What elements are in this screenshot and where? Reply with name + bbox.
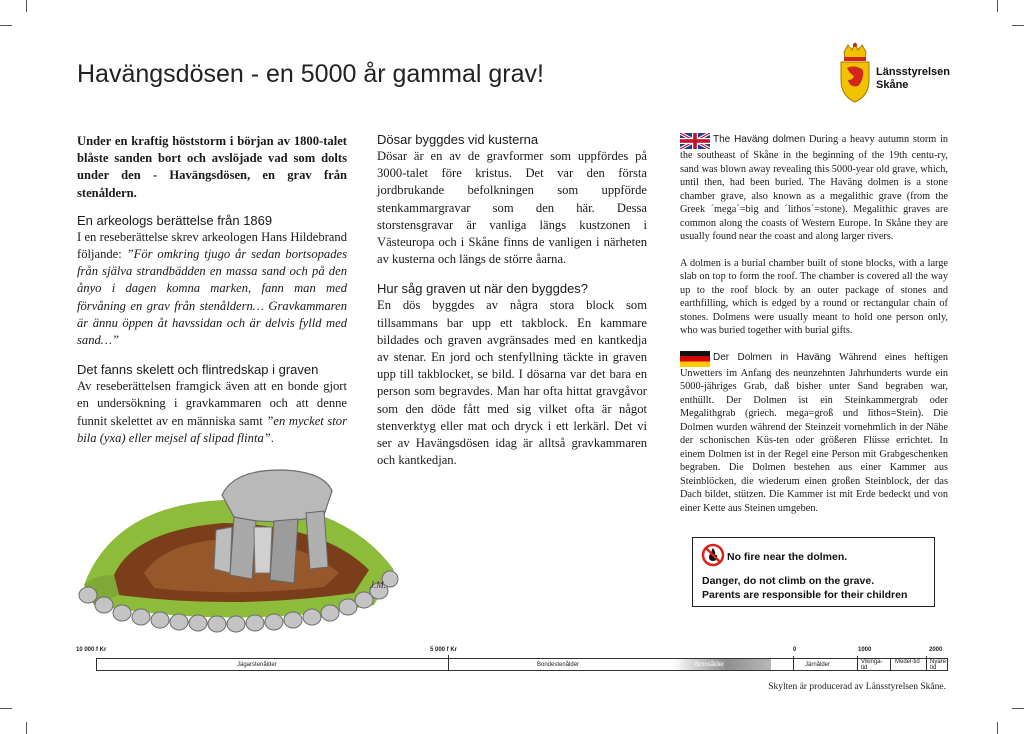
paragraph-text: Av reseberättelsen framgick även att en bonde gjort en undersökning i gravkammaren och att denne funnit skelettet av en människa samt bbox=[77, 379, 347, 428]
paragraph-text: I en reseberättelse skrev arkeologen Hans Hildebrand följande: bbox=[77, 229, 347, 262]
warning-sign bbox=[692, 537, 935, 607]
english-paragraph-1: During a heavy autumn storm in the southeast of Skåne in the beginning of the 19th centu-ry, sand was blown away revealing this 5000-year old grave, which, until then, had been buried. The Haväng dolmen is a stone chamber grave, also known as a megalithic grave (from the Greek ´mega´=big and ´lithos´=stone). Megalithic graves are common along the coasts of Western Europe. In Skåne they are usually found near the coast and along larger rivers. bbox=[680, 134, 948, 242]
paragraph-coast: Dösar är en av de gravformer som uppfördes på 3000-talet före kristus. Det var den första jordbrukande befolkningen som uppförde stenkammargravar som den här. Dessa storstensgravar är vanliga längs kustzonen i Västeuropa och i Skåne finns de vanligen i närheten av kusterna och längs de större åarna. bbox=[377, 149, 647, 267]
lead-paragraph: Under en kraftig höststorm i början av 1800-talet blåste sanden bort och avslöjade vad som dolts under den - Havängsdösen, en grav från stenåldern. bbox=[77, 134, 347, 200]
paragraph-end: . bbox=[270, 430, 274, 445]
crop-mark bbox=[26, 722, 27, 734]
timeline-divider bbox=[926, 656, 927, 670]
heading-construction: Hur såg graven ut när den byggdes? bbox=[377, 281, 589, 297]
period-label: Vikinga-tid bbox=[861, 659, 883, 671]
no-fire-icon bbox=[701, 543, 725, 567]
german-flag-icon bbox=[680, 351, 710, 367]
period-label: Medel-tid bbox=[895, 659, 920, 665]
column-middle bbox=[377, 131, 647, 469]
logo-line1: Länsstyrelsen bbox=[876, 66, 950, 78]
warning-line1: No fire near the dolmen. bbox=[727, 551, 848, 563]
period-label: Jägarstenålder bbox=[237, 662, 277, 668]
column-right bbox=[680, 133, 948, 515]
warning-line2: Danger, do not climb on the grave. bbox=[702, 575, 875, 587]
heading-skeleton: Det fanns skelett och flintredskap i graven bbox=[77, 362, 319, 378]
column-left bbox=[77, 133, 347, 447]
timeline-divider bbox=[890, 659, 891, 670]
timeline-tick-label: 5 000 f Kr bbox=[430, 647, 458, 653]
paragraph-construction: En dös byggdes av några stora block som tillsammans bar upp ett takblock. En kammare bildades och graven avgränsades med en kantkedja av stenar. En jord och stenfyllning täckte in graven upp till takblocket, se bild. I dösarna var det bara en person som begravdes. Man har ofta hittat gravgåvor som den döde fått med sig vilket ofta är något stenverktyg eller mat och dryck i ett lerkärl. Det vi ser av Havängsdösen idag är alltså gravkammaren och kantkedjan. bbox=[377, 298, 647, 468]
warning-line3: Parents are responsible for their children bbox=[702, 589, 908, 601]
lansstyrelsen-logo bbox=[838, 42, 958, 106]
crop-mark bbox=[1012, 25, 1024, 26]
timeline-divider bbox=[793, 656, 794, 670]
timeline-divider bbox=[448, 655, 449, 670]
heading-archaeologist: En arkeologs berättelse från 1869 bbox=[77, 212, 273, 228]
crop-mark bbox=[1012, 708, 1024, 709]
german-section bbox=[680, 351, 948, 516]
timeline-bar bbox=[96, 658, 948, 671]
crop-mark bbox=[26, 0, 27, 12]
timeline-tick-label: 2000 bbox=[929, 647, 943, 653]
credit-line: Skylten är producerad av Länsstyrelsen Skåne. bbox=[768, 682, 946, 692]
timeline-tick-label: 0 bbox=[793, 647, 797, 653]
logo-line2: Skåne bbox=[876, 79, 909, 91]
paragraph-skeleton bbox=[77, 378, 347, 447]
german-heading: Der Dolmen in Haväng bbox=[713, 351, 831, 363]
dolmen-illustration bbox=[74, 455, 404, 635]
timeline-divider bbox=[857, 656, 858, 670]
german-paragraph: Während eines heftigen Unwetters im Anfang des neunzehnten Jahrhunderts wurde ein 5000-jähriges Grab, daß bisher unter Sand begraben war, enthüllt. Der Dolmen ist ein Steinkammergrab oder Megalithgrab (griech. mega=groß und lithos=Stein). Die Dolmen wurden während der Steinzeit vornehmlich in der Nähe der schonischen Küs-ten oder größeren Flüsse errichtet. In einem Dolmen ist in der Regel eine Person mit Grabgeschenken begraben. Die Dolmen bestehen aus einer Kammer aus Steinblöcken, die wiederum einen großen Steinblock, der das Dach bildet, stützen. Die Kammer ist mit Erde bedeckt und von einer Kette aus Steinen umgeben. bbox=[680, 351, 948, 514]
timeline-tick-label: 10 000 f Kr bbox=[76, 647, 107, 653]
period-label: Järnålder bbox=[805, 662, 831, 668]
paragraph-archaeologist bbox=[77, 229, 347, 349]
crest-icon bbox=[838, 42, 872, 104]
crop-mark bbox=[997, 0, 998, 12]
period-label: Nyare tid bbox=[930, 659, 947, 671]
quote-text: ”För omkring tjugo år sedan bortsopades från själva strandbädden en massa sand och på den ånyo i dagen komna marken, fann man med förvåning en grav från stenåldern… Gravkammaren är ännu öppen åt havssidan och är delvis fylld med sand…” bbox=[77, 247, 347, 348]
page-title: Havängsdösen - en 5000 år gammal grav! bbox=[77, 60, 544, 88]
period-label: Bronsålder bbox=[695, 662, 725, 668]
crop-mark bbox=[997, 722, 998, 734]
english-paragraph-2: A dolmen is a burial chamber built of stone blocks, with a large slab on top to form the roof. The chamber is covered all the way up to the roof block by an outer package of stones and earthfilling, which is edged by a round or rectangular chain of stones. Dolmens were usually meant to hold one person only, who was buried together with burial gifts. bbox=[680, 257, 948, 336]
timeline bbox=[76, 645, 948, 675]
period-label: Bondestenålder bbox=[537, 662, 580, 668]
crop-mark bbox=[0, 25, 12, 26]
crop-mark bbox=[0, 708, 12, 709]
english-section bbox=[680, 133, 948, 244]
quote-text: ”en mycket stor bila (yxa) eller mejsel af slipad flinta” bbox=[77, 413, 347, 445]
english-heading: The Haväng dolmen bbox=[713, 134, 806, 145]
timeline-tick-label: 1000 bbox=[858, 647, 872, 653]
heading-coast: Dösar byggdes vid kusterna bbox=[377, 132, 539, 147]
illustration-signature: J.M. bbox=[370, 580, 386, 590]
uk-flag-icon bbox=[680, 133, 710, 149]
